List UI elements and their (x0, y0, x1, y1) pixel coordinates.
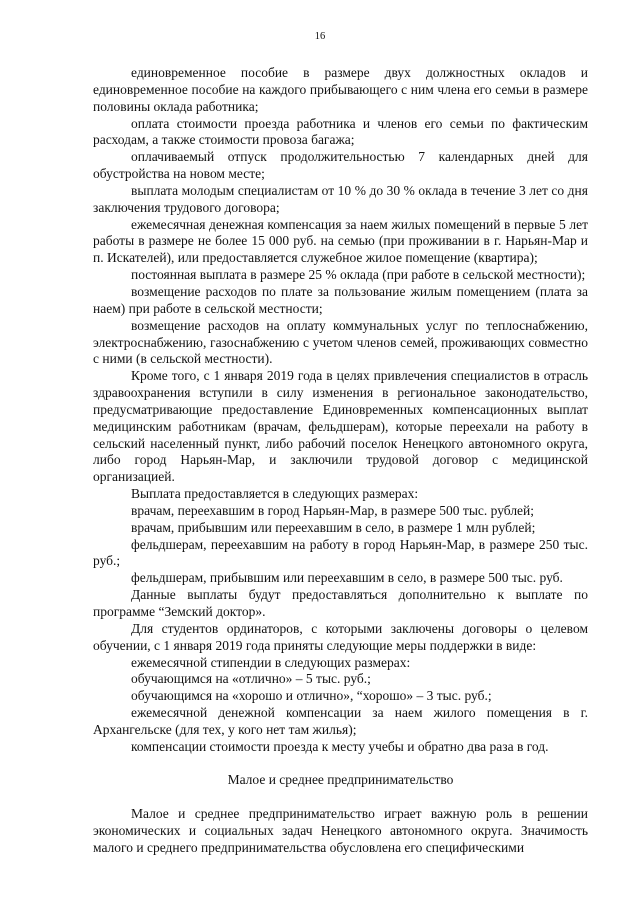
document-body (93, 65, 588, 857)
paragraph-arkhangelsk-housing: ежемесячной денежной компенсации за наем жилого помещения в г. Архангельске (для тех, у кого нет там жилья); (93, 705, 588, 737)
paragraph-travel-costs: оплата стоимости проезда работника и членов его семьи по фактическим расходам, а также стоимости провоза багажа; (93, 115, 588, 148)
paragraph-travel-to-study: компенсации стоимости проезда к месту учебы и обратно два раза в год. (131, 738, 549, 754)
paragraph-paramedics-village: фельдшерам, прибывшим или переехавшим в село, в размере 500 тыс. руб. (131, 570, 563, 586)
paragraph-utilities-reimbursement: возмещение расходов на оплату коммунальных услуг по теплоснабжению, электроснабжению, газоснабжению с учетом членов семей, проживающих совместно с ними (в сельской местности). (93, 317, 588, 367)
paragraph-rent-reimbursement: возмещение расходов по плате за пользование жилым помещением (плата за наем) при работе в сельской местности; (93, 283, 588, 316)
paragraph-young-specialists: выплата молодым специалистам от 10 % до 30 % оклада в течение 3 лет со дня заключения трудового договора; (93, 182, 588, 215)
page-number: 16 (314, 31, 326, 42)
paragraph-lump-sum-allowance: единовременное пособие в размере двух должностных окладов и единовременное пособие на каждого прибывающего с ним члена его семьи в размере половины оклада работника; (93, 65, 588, 114)
paragraph-stipend-excellent: обучающимся на «отлично» – 5 тыс. руб.; (131, 671, 371, 687)
paragraph-stipend-intro: ежемесячной стипендии в следующих размерах: (131, 654, 411, 670)
paragraph-paramedics-city: фельдшерам, переехавшим на работу в город Нарьян-Мар, в размере 250 тыс. руб.; (93, 536, 588, 569)
paragraph-small-business: Малое и среднее предпринимательство играет важную роль в решении экономических и социальных задач Ненецкого автономного округа. Значимость малого и среднего предпринимательства обусловлена его специфическими (93, 806, 588, 856)
paragraph-legislation-changes: Кроме того, с 1 января 2019 года в целях привлечения специалистов в отрасль здравоохранения вступили в силу изменения в региональное законодательство, предусматривающие предоставление Единовременных компенсационных выплат медицинским работникам (врачам, фельдшерам), которые переехали на работу в сельский населенный пункт, либо рабочий поселок Ненецкого автономного округа, либо город Нарьян-Мар, и заключили трудовой договор с медицинской организацией. (93, 368, 588, 485)
paragraph-stipend-good: обучающимся на «хорошо и отлично», “хорошо» – 3 тыс. руб.; (131, 688, 492, 704)
paragraph-zemsky-doctor: Данные выплаты будут предоставляться дополнительно к выплате по программе “Земский доктор». (93, 587, 588, 619)
paragraph-residents-support: Для студентов ординаторов, с которыми заключены договоры о целевом обучении, с 1 января 2019 года приняты следующие меры поддержки в виде: (93, 620, 588, 653)
paragraph-payment-sizes-intro: Выплата предоставляется в следующих размерах: (131, 486, 419, 502)
section-heading: Малое и среднее предпринимательство (227, 771, 454, 787)
paragraph-housing-compensation: ежемесячная денежная компенсация за наем жилых помещений в первые 5 лет работы в размере не более 15 000 руб. на семью (при проживании в г. Нарьян-Мар и п. Искателей), или предоставляется служебное жилое помещение (квартира); (93, 216, 588, 266)
paragraph-rural-payment: постоянная выплата в размере 25 % оклада (при работе в сельской местности); (131, 267, 586, 283)
paragraph-doctors-city: врачам, переехавшим в город Нарьян-Мар, в размере 500 тыс. рублей; (131, 502, 535, 518)
paragraph-paid-leave: оплачиваемый отпуск продолжительностью 7 календарных дней для обустройства на новом месте; (93, 149, 588, 182)
paragraph-doctors-village: врачам, прибывшим или переехавшим в село, в размере 1 млн рублей; (131, 519, 536, 535)
